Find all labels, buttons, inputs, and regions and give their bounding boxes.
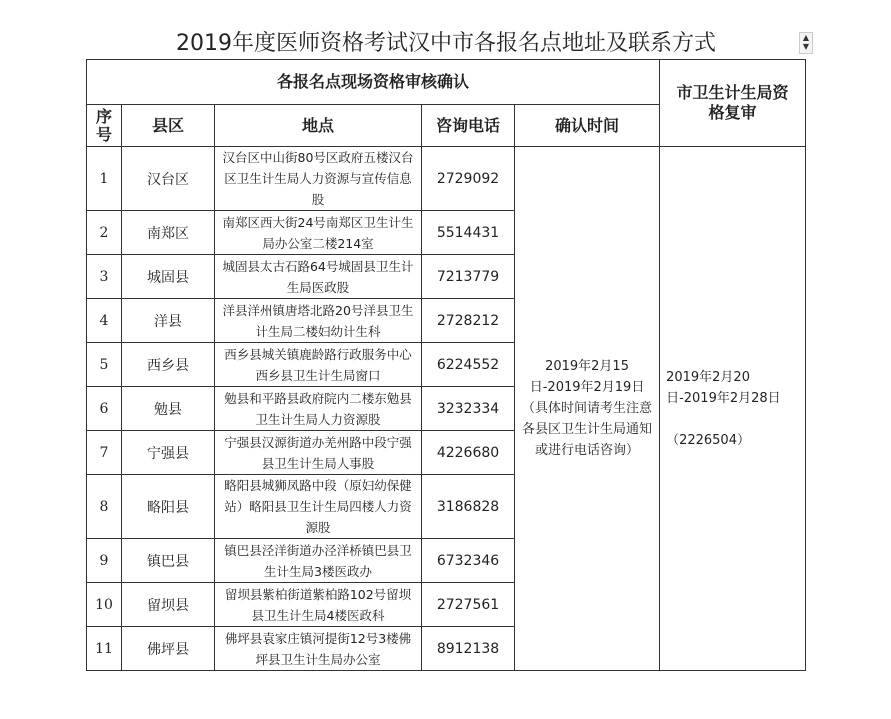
row-county: 汉台区: [122, 147, 215, 211]
confirm-time-cell: 2019年2月15日-2019年2月19日（具体时间请考生注意各县区卫生计生局通知或进行电话咨询）: [515, 147, 660, 671]
row-address: 城固县太古石路64号城固县卫生计生局医政股: [215, 255, 422, 299]
row-phone: 6224552: [422, 343, 515, 387]
row-address: 镇巴县泾洋街道办泾洋桥镇巴县卫生计生局3楼医政办: [215, 539, 422, 583]
row-seq: 2: [87, 211, 122, 255]
row-phone: 2727561: [422, 583, 515, 627]
row-address: 洋县洋州镇唐塔北路20号洋县卫生计生局二楼妇幼计生科: [215, 299, 422, 343]
row-phone: 2729092: [422, 147, 515, 211]
chevron-down-icon[interactable]: ▼: [802, 42, 810, 51]
header-city-review: 市卫生计生局资格复审: [660, 60, 806, 147]
row-address: 留坝县紫柏街道紫柏路102号留坝县卫生计生局4楼医政科: [215, 583, 422, 627]
row-county: 留坝县: [122, 583, 215, 627]
row-phone: 5514431: [422, 211, 515, 255]
row-county: 勉县: [122, 387, 215, 431]
row-county: 镇巴县: [122, 539, 215, 583]
row-seq: 9: [87, 539, 122, 583]
row-county: 西乡县: [122, 343, 215, 387]
header-confirm-time: 确认时间: [515, 105, 660, 147]
header-phone: 咨询电话: [422, 105, 515, 147]
row-address: 宁强县汉源街道办羌州路中段宁强县卫生计生局人事股: [215, 431, 422, 475]
row-seq: 4: [87, 299, 122, 343]
row-county: 城固县: [122, 255, 215, 299]
row-county: 略阳县: [122, 475, 215, 539]
row-phone: 8912138: [422, 627, 515, 671]
row-address: 汉台区中山街80号区政府五楼汉台区卫生计生局人力资源与宣传信息股: [215, 147, 422, 211]
row-address: 佛坪县袁家庄镇河提街12号3楼佛坪县卫生计生局办公室: [215, 627, 422, 671]
row-seq: 11: [87, 627, 122, 671]
registration-table: [86, 59, 806, 671]
row-address: 南郑区西大街24号南郑区卫生计生局办公室二楼214室: [215, 211, 422, 255]
row-phone: 6732346: [422, 539, 515, 583]
city-review-dates: 2019年2月20日-2019年2月28日: [666, 369, 781, 406]
row-phone: 3232334: [422, 387, 515, 431]
row-phone: 7213779: [422, 255, 515, 299]
header-onsite-review: 各报名点现场资格审核确认: [87, 60, 660, 105]
city-review-phone: （2226504）: [666, 432, 750, 448]
header-seq: 序号: [87, 105, 122, 147]
table-row: [87, 147, 806, 211]
row-seq: 1: [87, 147, 122, 211]
row-seq: 6: [87, 387, 122, 431]
row-county: 南郑区: [122, 211, 215, 255]
row-phone: 3186828: [422, 475, 515, 539]
page-title: 2019年度医师资格考试汉中市各报名点地址及联系方式: [176, 31, 716, 56]
row-address: 西乡县城关镇鹿龄路行政服务中心西乡县卫生计生局窗口: [215, 343, 422, 387]
header-location: 地点: [215, 105, 422, 147]
row-phone: 4226680: [422, 431, 515, 475]
row-seq: 5: [87, 343, 122, 387]
row-address: 略阳县城狮凤路中段（原妇幼保健站）略阳县卫生计生局四楼人力资源股: [215, 475, 422, 539]
row-seq: 10: [87, 583, 122, 627]
row-county: 宁强县: [122, 431, 215, 475]
row-address: 勉县和平路县政府院内二楼东勉县卫生计生局人力资源股: [215, 387, 422, 431]
chevron-up-icon[interactable]: ▲: [802, 33, 810, 42]
row-seq: 8: [87, 475, 122, 539]
scroll-spinner[interactable]: [799, 32, 813, 54]
row-seq: 7: [87, 431, 122, 475]
row-seq: 3: [87, 255, 122, 299]
city-review-cell: [660, 147, 806, 671]
header-county: 县区: [122, 105, 215, 147]
row-county: 洋县: [122, 299, 215, 343]
row-phone: 2728212: [422, 299, 515, 343]
row-county: 佛坪县: [122, 627, 215, 671]
